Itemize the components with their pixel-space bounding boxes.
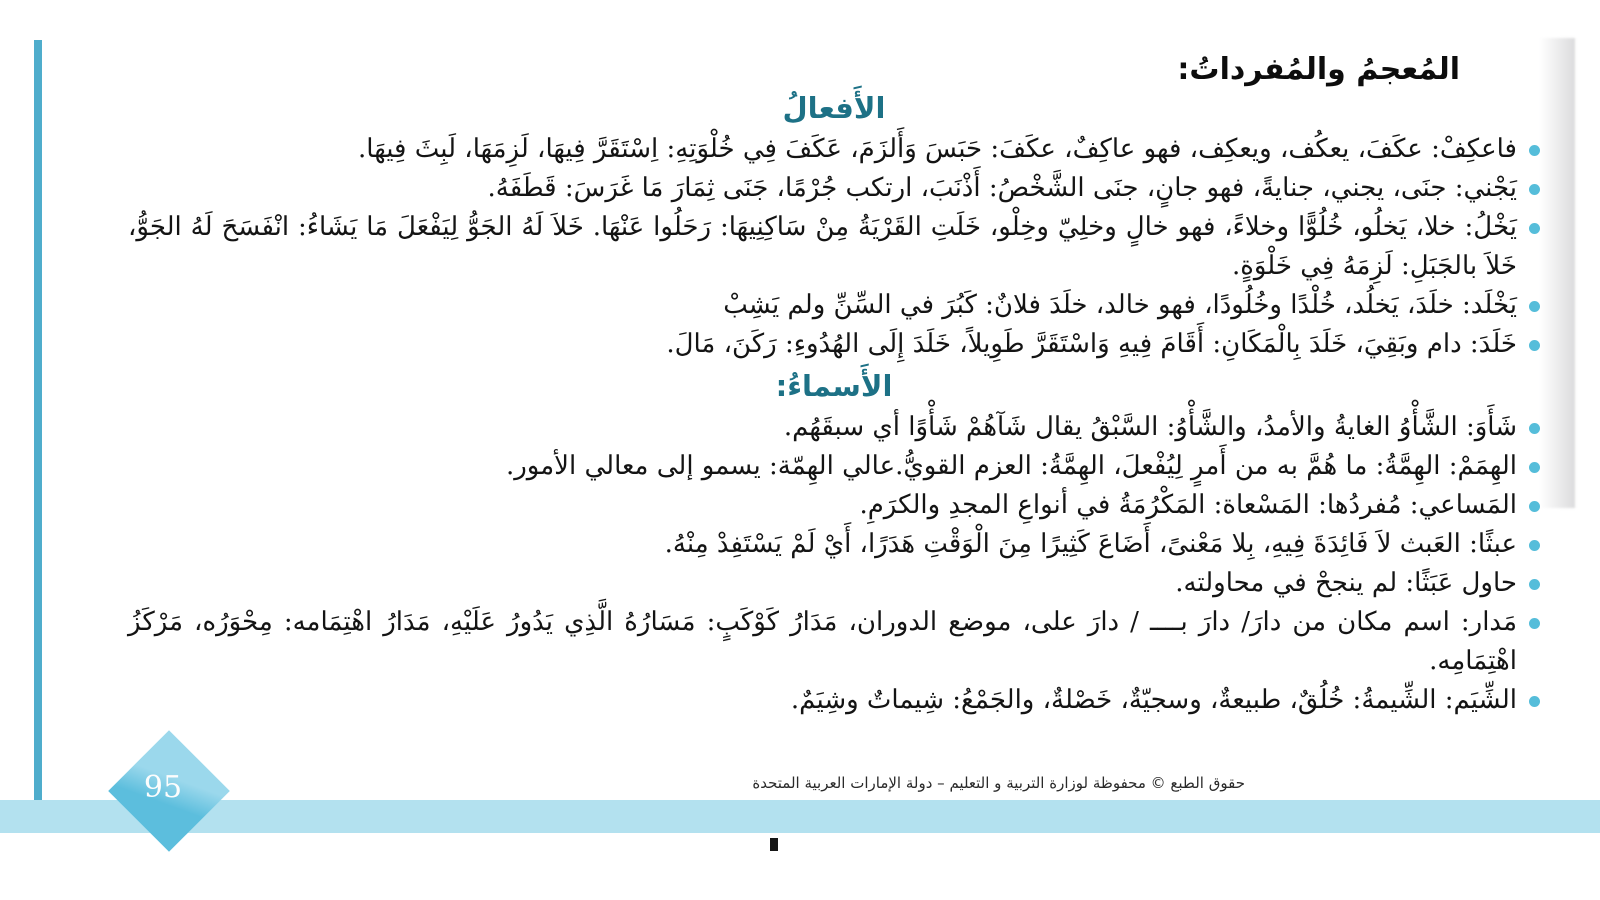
main-content — [128, 90, 1540, 720]
bullet-icon — [1529, 184, 1540, 195]
bullet-icon — [1529, 301, 1540, 312]
bullet-icon — [1529, 340, 1540, 351]
vocab-item-text: خَلَدَ: دام وبَقِيَ، خَلَدَ بِالْمَكَانِ: أَقَامَ فِيهِ وَاسْتَقَرَّ طَوِيلاً، خَلَدَ إِلَى الهُدُوءِ: رَكَنَ، مَالَ. — [666, 329, 1517, 359]
vocab-item-text: شَأَوَ: الشَّأْوُ الغايةُ والأمدُ، والشَّأْوُ: السَّبْقُ يقال شَآهُمْ شَأْوًا أي سبقَهُم. — [783, 412, 1517, 442]
bottom-accent-band — [0, 800, 1600, 833]
bullet-icon — [1529, 696, 1540, 707]
bullet-icon — [1529, 540, 1540, 551]
vocab-item-text: حاول عَبَثًا: لم ينجحْ في محاولته. — [1175, 568, 1517, 598]
vocab-item — [128, 408, 1540, 447]
vocab-item-text: الهِمَمْ: الهِمَّةُ: ما هُمَّ به من أَمرٍ لِيُفْعلَ، الهِمَّةُ: العزم القويُّ.عالي الهِمّة: يسمو إلى معالي الأمور. — [505, 451, 1517, 481]
bullet-icon — [1529, 579, 1540, 590]
vocab-item — [128, 525, 1540, 564]
vocab-item-text: مَدار: اسم مكان من دارَ/ دارَ بــــ / دارَ على، موضع الدوران، مَدَارُ كَوْكَبٍ: مَسَارُهُ الَّذِي يَدُورُ عَلَيْهِ، مَدَارُ اهْتِمَامه: مِحْوَرُه، مَرْكَزُ اهْتِمَامِه. — [128, 607, 1517, 676]
page-title: المُعجمُ والمُفرداتُ: — [1177, 52, 1460, 87]
section-heading-nouns: الأَسماءُ: — [775, 369, 893, 403]
vocab-item — [128, 564, 1540, 603]
page-number: 95 — [143, 769, 183, 805]
vocab-item — [128, 208, 1540, 286]
verbs-section — [128, 90, 1540, 364]
vocab-item — [128, 325, 1540, 364]
bullet-icon — [1529, 145, 1540, 156]
vocab-item-text: يَخْلَد: خلَدَ، يَخلُد، خُلْدًا وخُلُودًا، فهو خالد، خلَدَ فلانٌ: كَبُرَ في السِّنِّ ولم يَشِبْ — [723, 290, 1517, 320]
page-number-diamond — [108, 730, 230, 852]
copyright-notice: حقوق الطبع © محفوظة لوزارة التربية و التعليم – دولة الإمارات العربية المتحدة — [752, 774, 1245, 792]
page-edge-shadow — [1539, 38, 1575, 508]
vocab-item — [128, 486, 1540, 525]
vocab-item-text: يَجْني: جنَى، يجني، جنايةً، فهو جانٍ، جنَى الشَّخْصُ: أَذْنَبَ، ارتكب جُرْمًا، جَنَى ثِمَارَ مَا غَرَسَ: قَطَفَهُ. — [487, 173, 1517, 203]
vocab-item-text: المَساعي: مُفردُها: المَسْعاة: المَكْرُمَةُ في أنواعِ المجدِ والكرَمِ. — [859, 490, 1517, 520]
vocab-item — [128, 603, 1540, 681]
bullet-icon — [1529, 223, 1540, 234]
bullet-icon — [1529, 618, 1540, 629]
vocab-item-text: الشِّيَم: الشِّيمةُ: خُلُقٌ، طبيعةٌ، وسجيّةٌ، خَصْلةٌ، والجَمْعُ: شِيماتٌ وشِيَمٌ. — [790, 685, 1517, 715]
vocab-item-text: عبثًا: العَبث لاَ فَائِدَةَ فِيهِ، بِلا مَعْنىً، أَضَاعَ كَثِيرًا مِنَ الْوَقْتِ هَدَرًا، أَيْ لَمْ يَسْتَفِدْ مِنْهُ. — [664, 529, 1517, 559]
vocab-item — [128, 286, 1540, 325]
bullet-icon — [1529, 501, 1540, 512]
nouns-list — [128, 408, 1540, 720]
section-heading-verbs: الأَفعالُ — [782, 91, 886, 125]
vocab-item — [128, 130, 1540, 169]
vocab-item — [128, 169, 1540, 208]
scan-artifact — [770, 838, 778, 851]
vocab-item — [128, 681, 1540, 720]
vocab-item-text: يَخْلُ: خلا، يَخلُو، خُلُوًّا وخلاءً، فهو خالٍ وخلِيّ وخِلْو، خَلَتِ القَرْيَةُ مِنْ سَاكِنِيهَا: رَحَلُوا عَنْهَا. خَلاَ لَهُ الجَوُّ لِيَفْعَلَ مَا يَشَاءُ: انْفَسَحَ لَهُ الجَوُّ، خَلاَ بالجَبَلِ: لَزِمَهُ فِي خَلْوَةٍ. — [128, 212, 1517, 281]
nouns-section — [128, 368, 1540, 720]
left-accent-bar — [34, 40, 42, 826]
vocab-item — [128, 447, 1540, 486]
bullet-icon — [1529, 423, 1540, 434]
bullet-icon — [1529, 462, 1540, 473]
vocab-item-text: فاعكِفْ: عكَفَ، يعكُف، ويعكِف، فهو عاكِفٌ، عكَفَ: حَبَسَ وَأَلزَمَ، عَكَفَ فِي خُلْوَتِهِ: اِسْتَقَرَّ فِيهَا، لَزِمَهَا، لَبِثَ فِيهَا. — [358, 134, 1517, 164]
verbs-list — [128, 130, 1540, 364]
